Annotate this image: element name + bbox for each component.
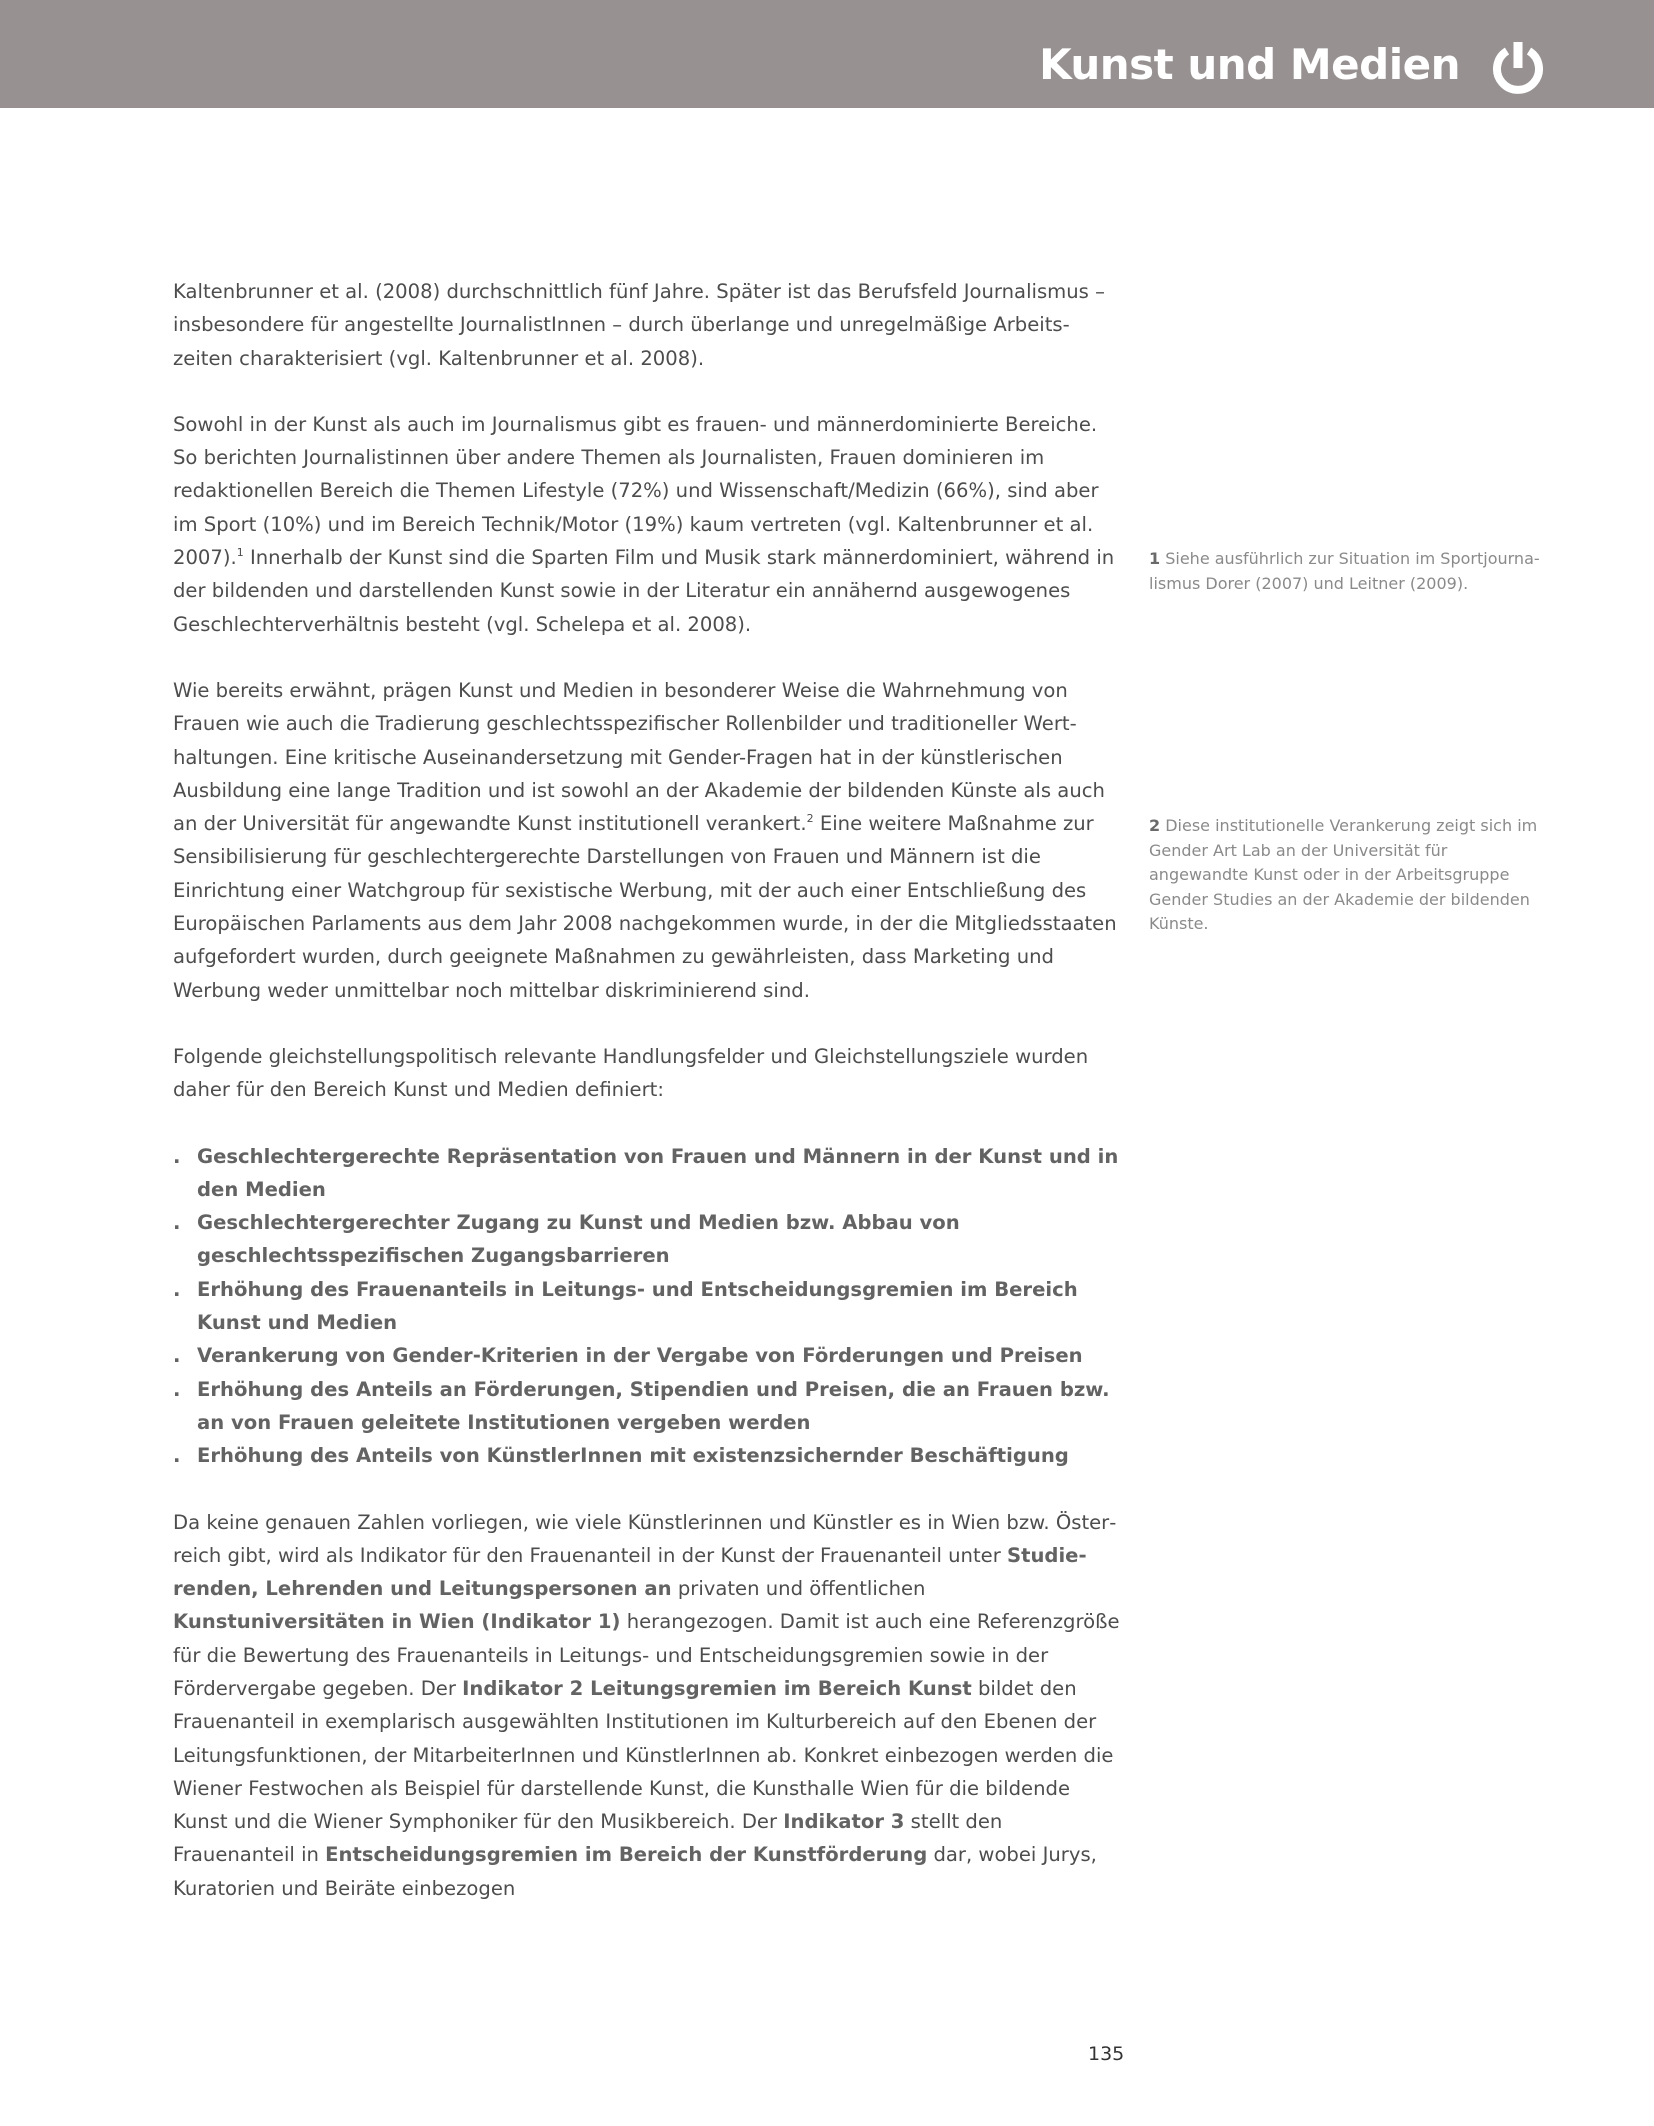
footnote-ref-2: 2 [806,812,814,826]
page-number: 135 [1088,2043,1125,2065]
list-item: . Geschlechtergerechter Zugang zu Kunst und Medien bzw. Abbau von geschlechtsspezifischen Zugangsbarrieren [173,1206,1120,1273]
goals-list [173,1140,1120,1473]
footnote-1: 1 Siehe ausführlich zur Situation im Sportjournalismus Dorer (2007) und Leitner (2009). [1149,549,1540,593]
footnote-ref-1: 1 [236,546,244,560]
section-title: Kunst und Medien [1039,40,1460,89]
paragraph-goals-intro: Folgende gleichstellungspolitisch relevante Handlungsfelder und Gleichstellungsziele wurden daher für den Bereich Kunst und Medien definiert: [173,1044,1089,1102]
list-item: . Erhöhung des Anteils von KünstlerInnen mit existenzsichernder Beschäftigung [173,1439,1120,1472]
list-item: . Erhöhung des Anteils an Förderungen, Stipendien und Preisen, die an Frauen bzw. an von Frauen geleitete Institutionen vergeben werden [173,1373,1120,1440]
page-header [0,0,1654,108]
power-icon [1490,40,1546,96]
paragraph-domains: Sowohl in der Kunst als auch im Journalismus gibt es frauen- und männerdominierte Bereiche. So berichten Journalistinnen über andere Themen als Journalisten, Frauen dominieren im redaktionellen Bereich die Themen Lifestyle (72%) und Wissenschaft/Medizin (66%), sind aber im Sport (10%) und im Bereich Technik/Motor (19%) kaum vertreten (vgl. Kaltenbrunner et al. 2007).$^1$ Innerhalb der Kunst sind die Sparten Film und Musik stark männerdominiert, während in der bildenden und darstellenden Kunst sowie in der Literatur ein annähernd ausgewogenes Geschlechterverhältnis besteht (vgl. Schelepa et al. 2008). [173,412,1115,636]
list-item: . Erhöhung des Frauenanteils in Leitungs- und Entscheidungsgremien im Bereich Kunst und Medien [173,1273,1120,1340]
list-item: . Verankerung von Gender-Kriterien in der Vergabe von Förderungen und Preisen [173,1339,1120,1372]
footnote-2: 2 Diese institutionelle Verankerung zeigt sich im Gender Art Lab an der Universität für angewandte Kunst oder in der Arbeitsgruppe Gender Studies an der Akademie der bildenden Künste. [1149,816,1538,933]
paragraph-intro: Kaltenbrunner et al. (2008) durchschnittlich fünf Jahre. Später ist das Berufsfeld Journalismus – insbesondere für angestellte JournalistInnen – durch überlange und unregelmäßige Arbeitszeiten charakterisiert (vgl. Kaltenbrunner et al. 2008). [173,280,1105,370]
paragraph-indicators: Da keine genauen Zahlen vorliegen, wie viele Künstlerinnen und Künstler es in Wien bzw. Österreich gibt, wird als Indikator für den Frauenanteil in der Kunst der Frauenanteil unter Studierenden, Lehrenden und Leitungspersonen an privaten und öffentlichen Kunstuniversitäten in Wien (Indikator 1) herangezogen. Damit ist auch eine Referenzgröße für die Bewertung des Frauenanteils in Leitungs- und Entscheidungsgremien sowie in der Fördervergabe gegeben. Der Indikator 2 Leitungsgremien im Bereich Kunst bildet den Frauenanteil in exemplarisch ausgewählten Institutionen im Kulturbereich auf den Ebenen der Leitungsfunktionen, der MitarbeiterInnen und KünstlerInnen ab. Konkret einbezogen werden die Wiener Festwochen als Beispiel für darstellende Kunst, die Kunsthalle Wien für die bildende Kunst und die Wiener Symphoniker für den Musikbereich. Der Indikator 3 stellt den Frauenanteil in Entscheidungsgremien im Bereich der Kunstförderung dar, wobei Jurys, Kuratorien und Beiräte einbezogen [173,1510,1120,1900]
list-item: . Geschlechtergerechte Repräsentation von Frauen und Männern in der Kunst und in den Medien [173,1140,1120,1207]
paragraph-perception: Wie bereits erwähnt, prägen Kunst und Medien in besonderer Weise die Wahrnehmung von Frauen wie auch die Tradierung geschlechtsspezifischer Rollenbilder und traditioneller Werthaltungen. Eine kritische Auseinandersetzung mit Gender-Fragen hat in der künstlerischen Ausbildung eine lange Tradition und ist sowohl an der Akademie der bildenden Künste als auch an der Universität für angewandte Kunst institutionell verankert.$^2$ Eine weitere Maßnahme zur Sensibilisierung für geschlechtergerechte Darstellungen von Frauen und Männern ist die Einrichtung einer Watchgroup für sexistische Werbung, mit der auch einer Entschließung des Europäischen Parlaments aus dem Jahr 2008 nachgekommen wurde, in der die Mitgliedsstaaten aufgefordert wurden, durch geeignete Maßnahmen zu gewährleisten, dass Marketing und Werbung weder unmittelbar noch mittelbar diskriminierend sind. [173,678,1117,1002]
main-column [173,275,1120,1938]
